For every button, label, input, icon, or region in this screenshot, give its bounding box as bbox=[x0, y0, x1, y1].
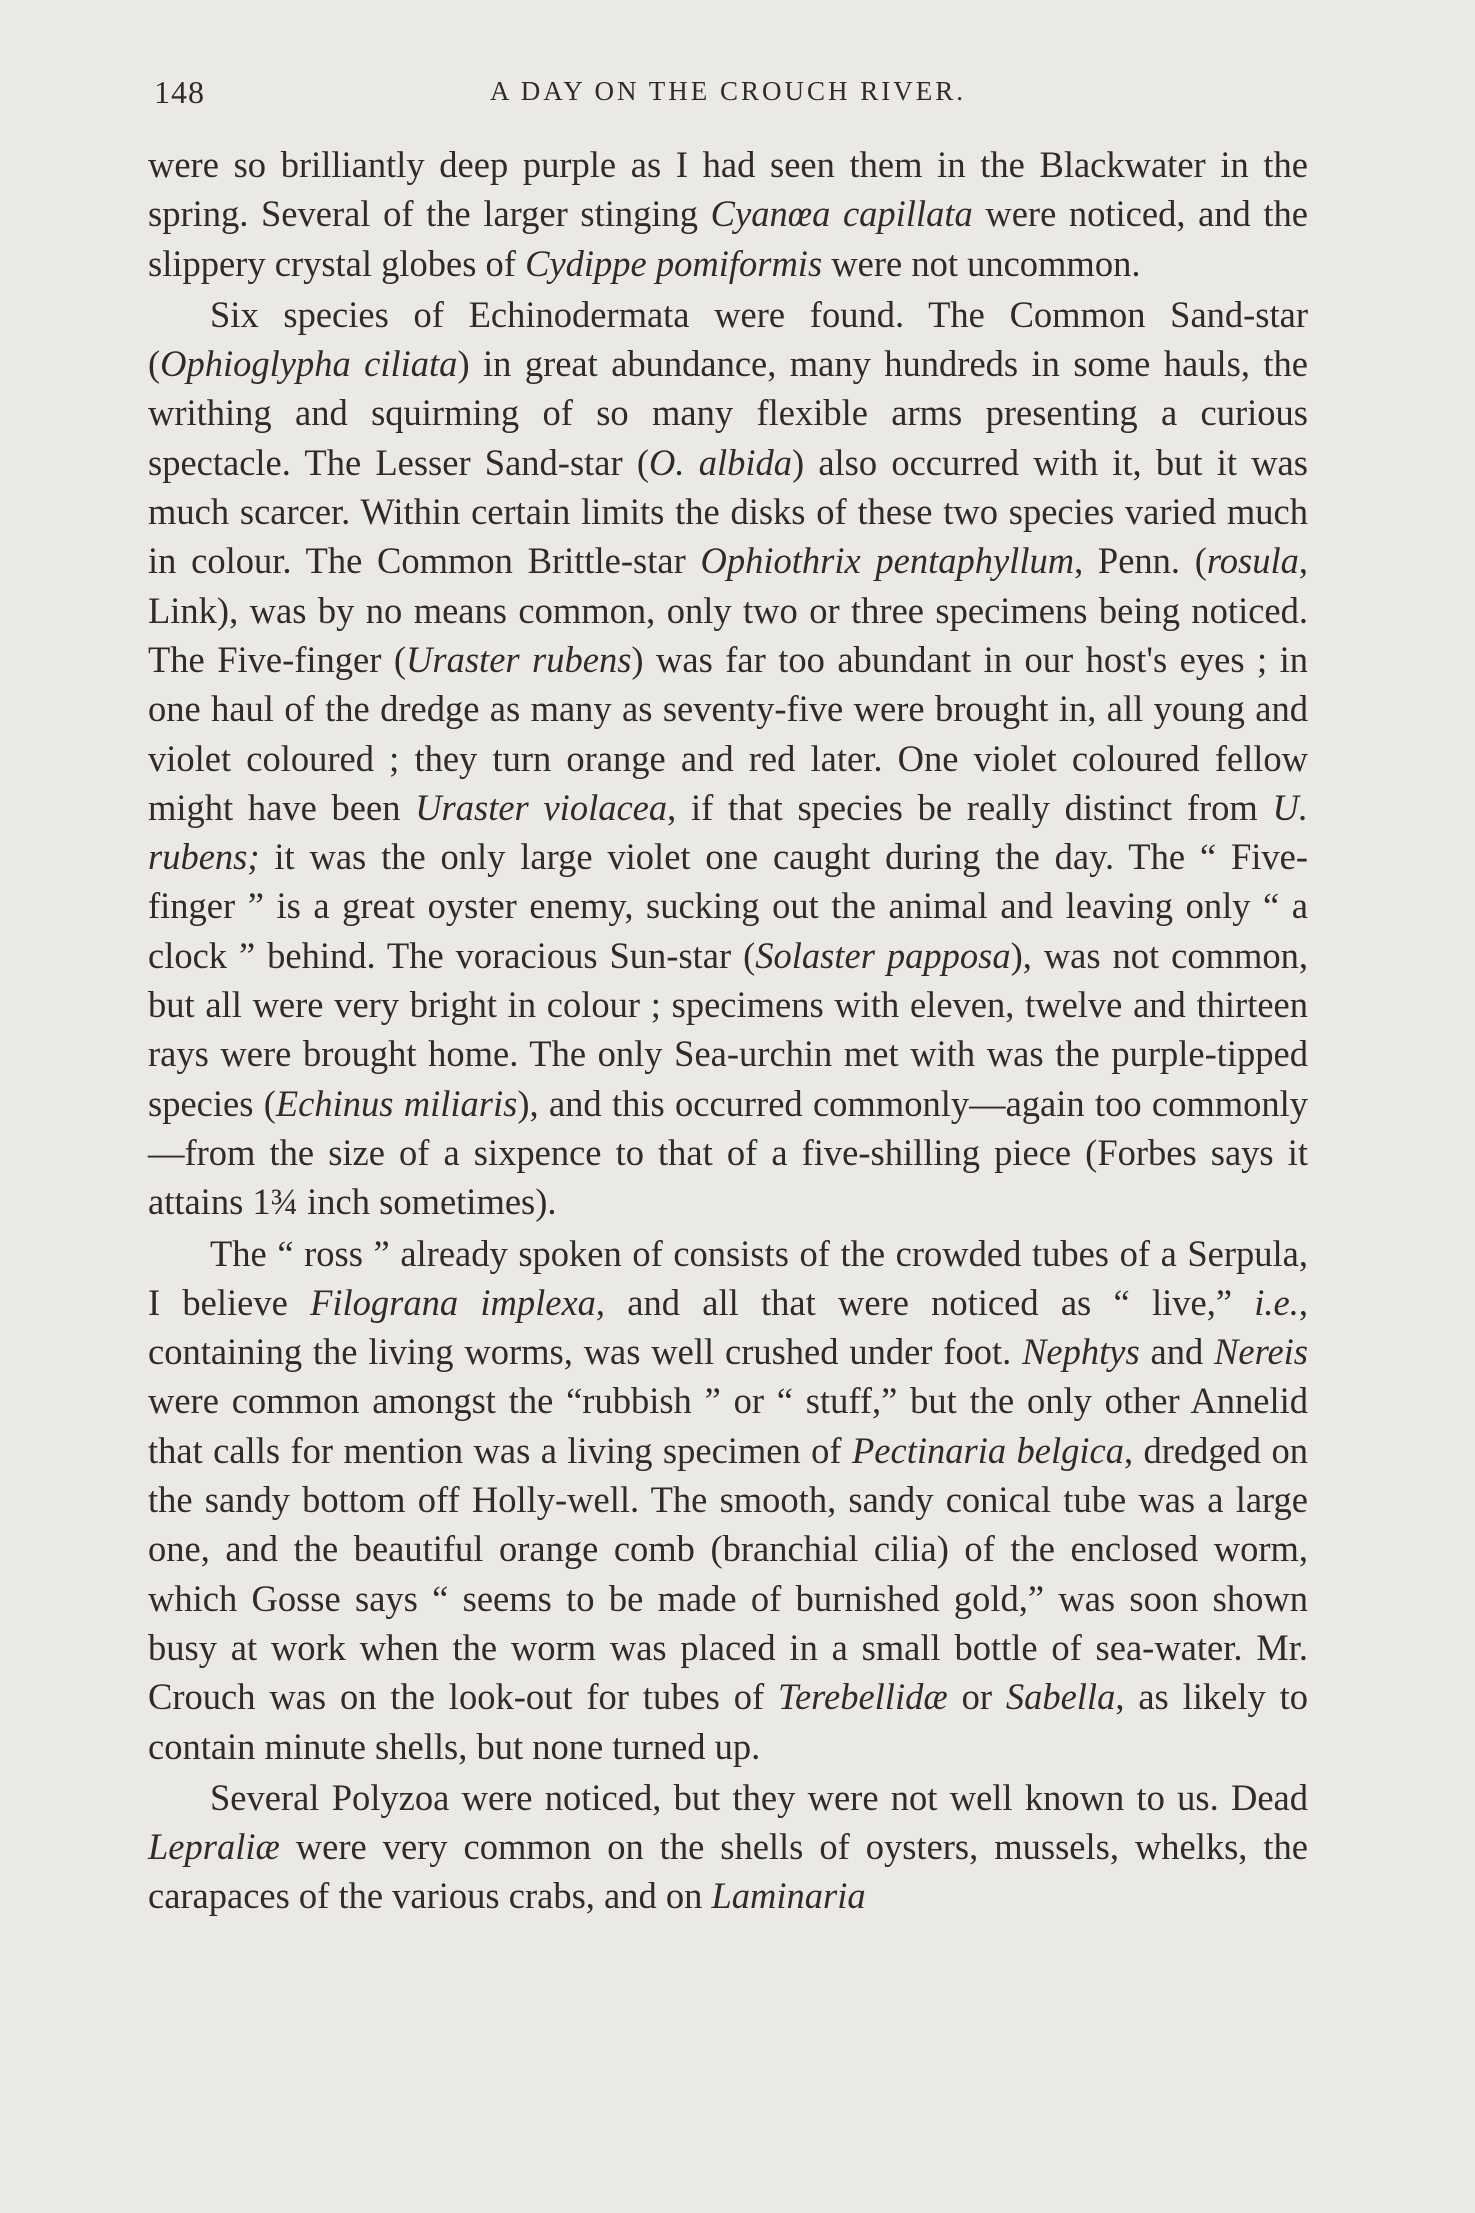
paragraph bbox=[148, 290, 1308, 1227]
text-run: were noticed, and the slippery crystal globes of bbox=[148, 193, 1309, 284]
text-run: The “ ross ” already spoken of consists of the crowded tubes of a Serpula, I believe bbox=[148, 1232, 1308, 1323]
text-run: ) also occurred with it, but it was much scarcer. Within certain limits the disks of these two species varied much in colour. The Common Brittle-star bbox=[148, 441, 1308, 582]
text-run: , containing the living worms, was well crushed under foot. bbox=[148, 1281, 1308, 1373]
species-name: Ophiothrix pentaphyllum bbox=[700, 540, 1075, 582]
text-run: were very common on the shells of oysters, mussels, whelks, the carapaces of the various crabs, and on bbox=[148, 1826, 1308, 1917]
species-name: Cydippe pomiformis bbox=[525, 242, 823, 284]
text-run: Six species of Echinodermata were found. The Common Sand-star ( bbox=[148, 293, 1308, 385]
species-name: Filograna implexa bbox=[310, 1281, 596, 1323]
text-run: were so brilliantly deep purple as I had seen them in the Blackwater in the spring. Several of the larger stinging bbox=[148, 144, 1308, 235]
text-run: and bbox=[1139, 1331, 1215, 1373]
paragraph bbox=[148, 1229, 1308, 1771]
text-run: , if that species be really distinct from bbox=[667, 786, 1273, 828]
running-head bbox=[148, 70, 1308, 120]
species-name: rosula bbox=[1206, 540, 1299, 582]
species-name: Lepraliæ bbox=[148, 1826, 280, 1868]
species-name: i.e. bbox=[1254, 1281, 1299, 1323]
species-name: Laminaria bbox=[711, 1875, 866, 1917]
species-name: Nereis bbox=[1214, 1331, 1308, 1373]
page-number: 148 bbox=[154, 74, 205, 110]
text-run: , and all that were noticed as “ live,” bbox=[595, 1281, 1255, 1323]
text-run: it was the only large violet one caught during the day. The “ Five-finger ” is a great oyster enemy, sucking out the animal and leaving only “ a clock ” behind. The voracious Sun-star ( bbox=[148, 836, 1308, 976]
paragraph bbox=[148, 140, 1308, 288]
species-name: Uraster rubens bbox=[406, 638, 632, 680]
text-run: ), was not common, but all were very bright in colour ; specimens with eleven, twelve and thirteen rays were brought home. The only Sea-urchin met with was the purple-tipped species ( bbox=[148, 934, 1308, 1124]
paragraph bbox=[148, 1773, 1308, 1921]
text-run: or bbox=[947, 1676, 1006, 1718]
text-run: ) was far too abundant in our host's eyes ; in one haul of the dredge as many as seventy-five were brought in, all young and violet coloured ; they turn orange and red later. One violet coloured fellow might have been bbox=[148, 638, 1308, 828]
text-run: , Penn. ( bbox=[1074, 540, 1207, 582]
text-run: ) in great abundance, many hundreds in some hauls, the writhing and squirming of so many flexible arms presenting a curious spectacle. The Lesser Sand-star ( bbox=[148, 343, 1308, 483]
body-text bbox=[148, 140, 1308, 1921]
text-run: , Link), was by no means common, only two or three specimens being noticed. The Five-finger ( bbox=[148, 540, 1308, 680]
text-run: Several Polyzoa were noticed, but they were not well known to us. Dead bbox=[210, 1776, 1308, 1818]
species-name: U. rubens; bbox=[148, 786, 1308, 878]
species-name: Sabella bbox=[1005, 1676, 1116, 1718]
species-name: Nephtys bbox=[1022, 1331, 1140, 1373]
text-run: , as likely to contain minute shells, but none turned up. bbox=[148, 1676, 1308, 1767]
species-name: Uraster violacea bbox=[415, 786, 668, 828]
species-name: Pectinaria belgica bbox=[852, 1429, 1124, 1471]
species-name: Solaster papposa bbox=[755, 934, 1011, 976]
species-name: Terebellidæ bbox=[778, 1676, 948, 1718]
species-name: Cyanœa capillata bbox=[710, 193, 973, 235]
text-run: ), and this occurred commonly—again too commonly—from the size of a sixpence to that of a five-shilling piece (Forbes says it attains 1¾ inch sometimes). bbox=[148, 1082, 1308, 1223]
text-run: , dredged on the sandy bottom off Holly-well. The smooth, sandy conical tube was a large one, and the beautiful orange comb (branchial cilia) of the enclosed worm, which Gosse says “ seems to be made of burnished gold,” was soon shown busy at work when the worm was placed in a small bottle of sea-water. Mr. Crouch was on the look-out for tubes of bbox=[148, 1429, 1308, 1718]
species-name: O. albida bbox=[649, 441, 792, 483]
running-head-title: A DAY ON THE CROUCH RIVER. bbox=[489, 76, 967, 106]
text-run: were common amongst the “rubbish ” or “ stuff,” but the only other Annelid that calls for mention was a living specimen of bbox=[148, 1380, 1308, 1471]
species-name: Echinus miliaris bbox=[275, 1082, 518, 1124]
text-run: were not uncommon. bbox=[822, 242, 1141, 284]
species-name: Ophioglypha ciliata bbox=[160, 343, 458, 385]
